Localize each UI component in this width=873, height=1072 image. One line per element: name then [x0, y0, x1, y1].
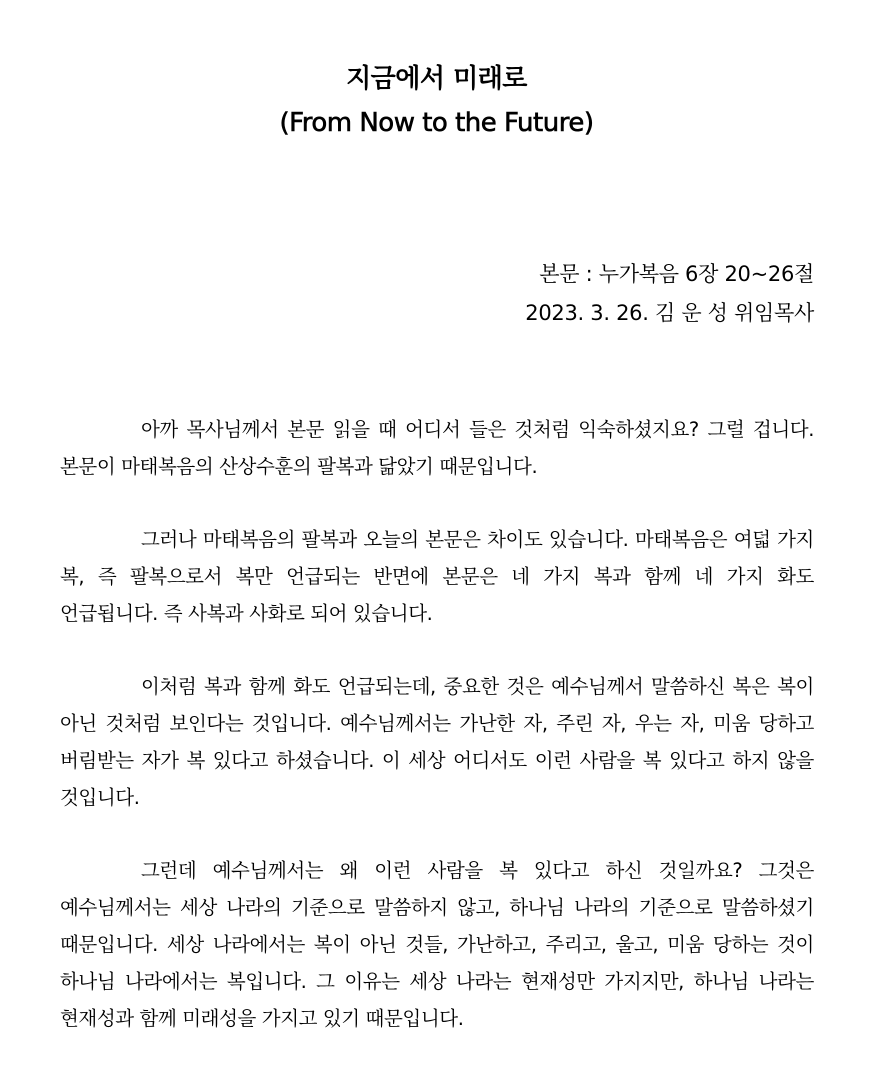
scripture-reference: 본문 : 누가복음 6장 20~26절: [539, 262, 814, 286]
sermon-title-korean: 지금에서 미래로: [346, 64, 527, 94]
paragraph-4: 그런데 예수님께서는 왜 이런 사람을 복 있다고 하신 것일까요? 그것은 예수님께서는 세상 나라의 기준으로 말씀하지 않고, 하나님 나라의 기준으로 말씀하셨기 때문입니다. 세상 나라에서는 복이 아닌 것들, 가난하고, 주리고, 울고, 미움 당하는 것이 하나님 나라에서는 복입니다. 그 이유는 세상 나라는 현재성만 가지지만, 하나님 나라는 현재성과 함께 미래성을 가지고 있기 때문입니다.: [60, 859, 814, 1030]
date-and-author: 2023. 3. 26. 김 운 성 위임목사: [525, 301, 814, 325]
paragraph-2: 그러나 마태복음의 팔복과 오늘의 본문은 차이도 있습니다. 마태복음은 여덟 가지 복, 즉 팔복으로서 복만 언급되는 반면에 본문은 네 가지 복과 함께 네 가지 화도 언급됩니다. 즉 사복과 사화로 되어 있습니다.: [60, 528, 814, 625]
sermon-title-english: (From Now to the Future): [279, 108, 594, 138]
sermon-body: [60, 411, 814, 1037]
paragraph-1: 아까 목사님께서 본문 읽을 때 어디서 들은 것처럼 익숙하셨지요? 그럴 겁니다. 본문이 마태복음의 산상수훈의 팔복과 닮았기 때문입니다.: [60, 418, 814, 478]
paragraph-3: 이처럼 복과 함께 화도 언급되는데, 중요한 것은 예수님께서 말씀하신 복은 복이 아닌 것처럼 보인다는 것입니다. 예수님께서는 가난한 자, 주린 자, 우는 자, 미움 당하고 버림받는 자가 복 있다고 하셨습니다. 이 세상 어디서도 이런 사람을 복 있다고 하지 않을 것입니다.: [60, 675, 814, 809]
